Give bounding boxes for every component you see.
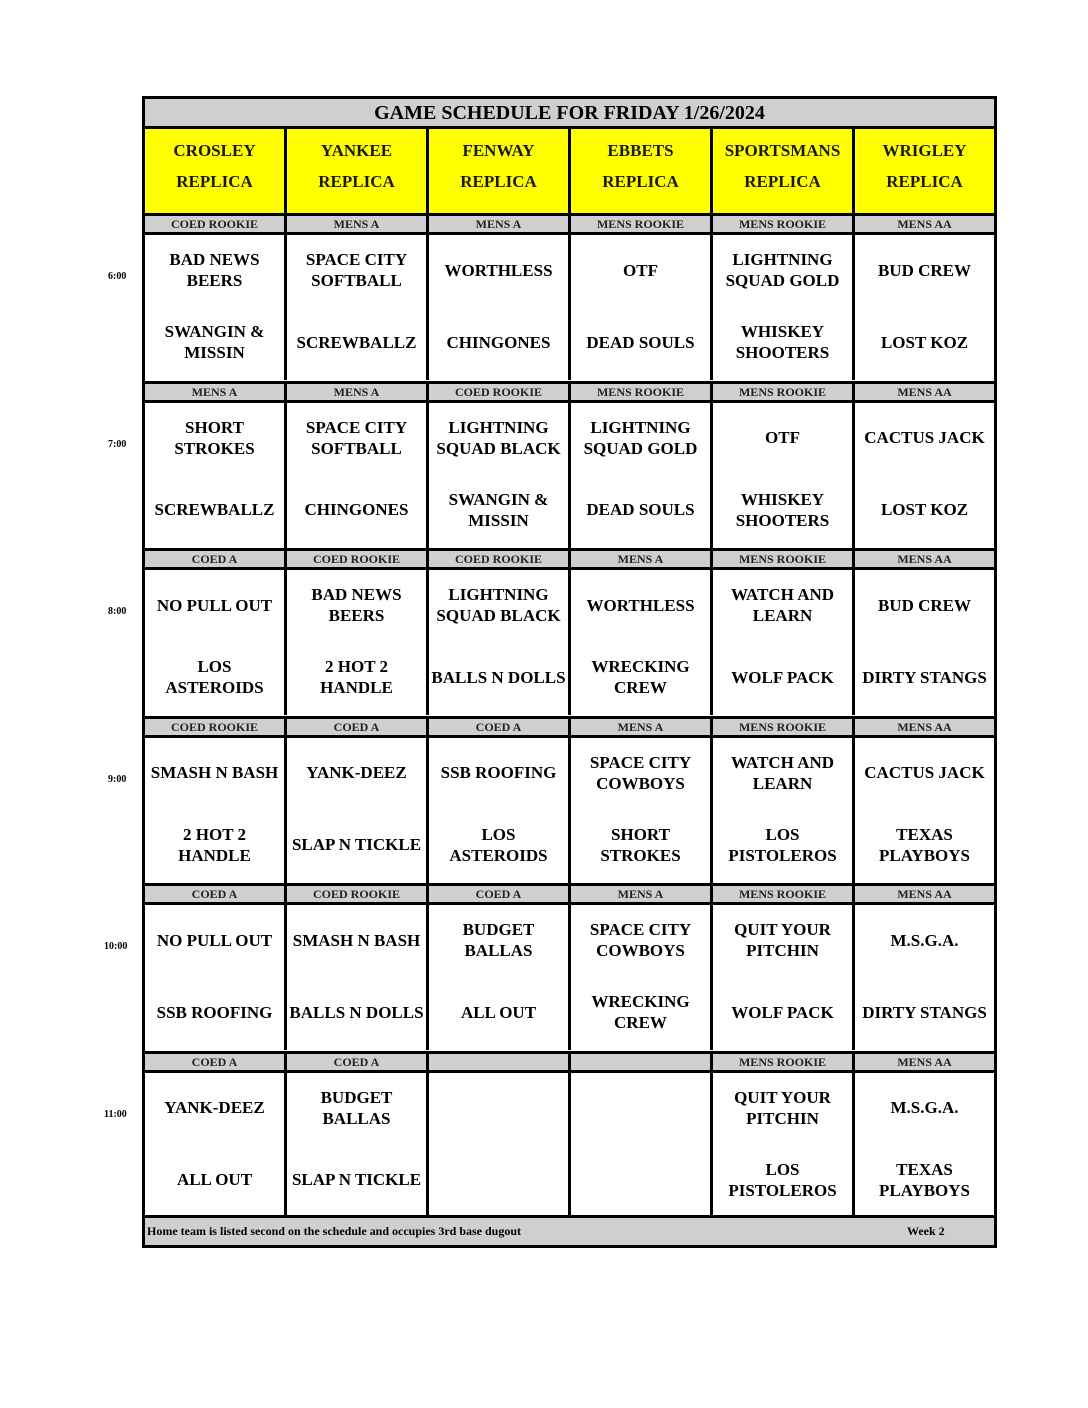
home-team: 2 HOT 2 HANDLE [320, 657, 393, 697]
game-cell [145, 738, 287, 883]
game-round [145, 213, 994, 380]
game-cell [713, 905, 855, 1050]
away-team: LIGHTNING SQUAD BLACK [436, 417, 561, 458]
division-label: MENS AA [897, 1054, 952, 1069]
field-name: FENWAY [462, 141, 535, 160]
division-label: COED ROOKIE [287, 886, 429, 902]
game-round [145, 716, 994, 883]
home-team: WRECKING CREW [591, 992, 690, 1032]
away-team: BUD CREW [877, 260, 972, 280]
away-team: QUIT YOUR PITCHIN [734, 920, 831, 960]
division-row [145, 1051, 994, 1073]
division-label: MENS ROOKIE [713, 551, 855, 567]
division-label: COED A [429, 719, 571, 735]
home-team: SCREWBALLZ [154, 500, 275, 519]
away-team: LIGHTNING SQUAD GOLD [725, 250, 840, 290]
division-label: MENS A [429, 216, 571, 232]
home-team [571, 1149, 710, 1211]
home-team: CHINGONES [446, 332, 551, 352]
away-team: BUDGET BALLAS [320, 1087, 393, 1128]
away-team: OTF [623, 260, 658, 280]
game-cell [287, 1073, 429, 1218]
home-team: WRECKING CREW [591, 657, 690, 697]
home-team: LOS ASTEROIDS [165, 657, 264, 697]
home-team-note: Home team is listed second on the schedule and occupies 3rd base dugout [147, 1224, 522, 1238]
game-round [145, 548, 994, 715]
game-cell [429, 738, 571, 883]
field-name: EBBETS [607, 141, 674, 160]
home-team: SWANGIN & MISSIN [164, 322, 265, 362]
field-name: WRIGLEY [882, 141, 967, 160]
game-cell [571, 570, 713, 715]
away-team: SPACE CITY COWBOYS [589, 920, 692, 960]
division-label [429, 1054, 571, 1070]
schedule-title: GAME SCHEDULE FOR FRIDAY 1/26/2024 [145, 99, 994, 129]
field-subtitle: REPLICA [744, 172, 821, 191]
game-cell [429, 905, 571, 1050]
division-label: MENS A [571, 719, 713, 735]
field-name: CROSLEY [173, 141, 256, 160]
division-label: MENS ROOKIE [713, 886, 855, 902]
away-team: SPACE CITY SOFTBALL [305, 417, 408, 458]
game-cell [287, 905, 429, 1050]
division-row [145, 883, 994, 905]
home-team: DEAD SOULS [586, 332, 695, 352]
away-team: WATCH AND LEARN [730, 752, 835, 793]
games-row [145, 403, 994, 548]
time-label: 7:00 [108, 438, 127, 450]
division-label: COED ROOKIE [429, 384, 571, 400]
division-label: COED A [145, 1054, 287, 1070]
home-team: SHORT STROKES [600, 824, 681, 865]
home-team: WOLF PACK [731, 1002, 834, 1022]
game-cell [429, 403, 571, 548]
away-team: CACTUS JACK [864, 763, 985, 782]
division-label: MENS ROOKIE [713, 719, 855, 735]
field-name: SPORTSMANS [724, 141, 841, 160]
home-team: SWANGIN & MISSIN [448, 489, 549, 530]
game-cell [571, 1073, 713, 1218]
game-cell [145, 235, 287, 380]
games-row [145, 738, 994, 883]
time-label: 8:00 [108, 606, 127, 617]
away-team: LIGHTNING SQUAD GOLD [583, 417, 698, 458]
game-cell [571, 905, 713, 1050]
schedule-footer [145, 1215, 994, 1245]
away-team: YANK-DEEZ [164, 1098, 265, 1117]
away-team: M.S.G.A. [890, 930, 959, 950]
field-subtitle: REPLICA [602, 172, 679, 191]
home-team: LOS PISTOLEROS [728, 1159, 837, 1200]
away-team: CACTUS JACK [864, 428, 985, 447]
division-label: COED A [287, 1054, 429, 1070]
away-team: YANK-DEEZ [306, 763, 407, 782]
game-cell [713, 1073, 855, 1218]
game-cell [145, 1073, 287, 1218]
home-team: WOLF PACK [731, 667, 834, 687]
division-label: MENS A [571, 551, 713, 567]
field-header [145, 129, 287, 213]
away-team: SPACE CITY COWBOYS [589, 752, 692, 793]
division-label: MENS ROOKIE [571, 384, 713, 400]
field-subtitle: REPLICA [318, 172, 395, 191]
division-label: MENS ROOKIE [713, 384, 855, 400]
division-label: COED A [145, 886, 287, 902]
home-team: ALL OUT [176, 1170, 253, 1189]
game-cell [855, 570, 994, 715]
game-cell [571, 403, 713, 548]
games-row [145, 570, 994, 715]
home-team: CHINGONES [304, 500, 409, 519]
division-label: COED ROOKIE [145, 216, 287, 232]
game-round [145, 381, 994, 548]
away-team: BAD NEWS BEERS [311, 585, 402, 625]
away-team [571, 1077, 710, 1139]
division-row [145, 548, 994, 570]
home-team: WHISKEY SHOOTERS [735, 322, 830, 362]
field-header [429, 129, 571, 213]
game-cell [145, 570, 287, 715]
division-label: COED A [429, 886, 571, 902]
game-cell [571, 738, 713, 883]
division-row [145, 716, 994, 738]
away-team: SSB ROOFING [440, 763, 557, 782]
away-team: SMASH N BASH [292, 930, 421, 950]
division-label: MENS AA [897, 552, 952, 566]
game-cell [145, 403, 287, 548]
away-team: SPACE CITY SOFTBALL [305, 250, 408, 290]
division-label: MENS AA [897, 217, 952, 231]
home-team: DIRTY STANGS [862, 667, 987, 687]
division-label: COED ROOKIE [145, 719, 287, 735]
home-team: DIRTY STANGS [862, 1002, 987, 1022]
division-label: COED ROOKIE [429, 551, 571, 567]
field-name: YANKEE [320, 141, 393, 160]
game-cell [429, 1073, 571, 1218]
field-subtitle: REPLICA [460, 172, 537, 191]
away-team: OTF [765, 428, 800, 447]
game-cell [855, 1073, 994, 1218]
field-header [287, 129, 429, 213]
away-team: BUDGET BALLAS [462, 920, 535, 960]
game-cell [855, 235, 994, 380]
game-cell [429, 235, 571, 380]
away-team: BUD CREW [877, 595, 972, 615]
games-row [145, 1073, 994, 1218]
home-team [429, 1149, 568, 1211]
game-cell [571, 235, 713, 380]
home-team: TEXAS PLAYBOYS [878, 824, 970, 865]
home-team: TEXAS PLAYBOYS [878, 1159, 970, 1200]
division-label: MENS A [145, 384, 287, 400]
away-team: SMASH N BASH [150, 763, 279, 782]
field-header [855, 129, 994, 213]
game-cell [287, 235, 429, 380]
home-team: BALLS N DOLLS [431, 667, 566, 687]
division-label: MENS ROOKIE [571, 216, 713, 232]
away-team: M.S.G.A. [890, 1098, 959, 1117]
home-team: SCREWBALLZ [296, 332, 417, 352]
away-team: WORTHLESS [586, 595, 695, 615]
home-team: LOS PISTOLEROS [728, 824, 837, 865]
game-round [145, 883, 994, 1050]
game-cell [287, 738, 429, 883]
games-row [145, 235, 994, 380]
division-label: MENS A [287, 384, 429, 400]
home-team: DEAD SOULS [586, 500, 695, 519]
division-label: MENS AA [897, 719, 952, 734]
home-team: SLAP N TICKLE [291, 835, 422, 854]
division-label: COED A [287, 719, 429, 735]
time-label: 6:00 [108, 271, 127, 282]
time-label: 10:00 [104, 941, 128, 952]
home-team: SLAP N TICKLE [291, 1170, 422, 1189]
game-cell [287, 403, 429, 548]
away-team: LIGHTNING SQUAD BLACK [436, 585, 561, 625]
schedule-sheet [142, 96, 997, 1248]
division-label: COED ROOKIE [287, 551, 429, 567]
games-row [145, 905, 994, 1050]
away-team: NO PULL OUT [156, 930, 273, 950]
division-row [145, 213, 994, 235]
time-label: 9:00 [108, 773, 127, 785]
away-team: SHORT STROKES [174, 417, 255, 458]
home-team: LOST KOZ [880, 332, 969, 352]
away-team: BAD NEWS BEERS [169, 250, 260, 290]
away-team [429, 1077, 568, 1139]
field-subtitle: REPLICA [886, 172, 963, 191]
away-team: WORTHLESS [444, 260, 553, 280]
division-label: MENS AA [897, 887, 952, 901]
home-team: LOST KOZ [880, 500, 969, 519]
field-header [571, 129, 713, 213]
field-subtitle: REPLICA [176, 172, 253, 191]
game-cell [145, 905, 287, 1050]
division-label: COED A [145, 551, 287, 567]
division-label: MENS A [287, 216, 429, 232]
home-team: 2 HOT 2 HANDLE [178, 824, 251, 865]
game-cell [429, 570, 571, 715]
division-label: MENS AA [897, 384, 952, 399]
division-label: MENS ROOKIE [713, 1054, 855, 1070]
field-header [713, 129, 855, 213]
division-label: MENS ROOKIE [713, 216, 855, 232]
home-team: WHISKEY SHOOTERS [735, 489, 830, 530]
home-team: SSB ROOFING [156, 1002, 273, 1022]
game-round [145, 1051, 994, 1218]
game-cell [713, 403, 855, 548]
game-cell [713, 235, 855, 380]
game-cell [713, 738, 855, 883]
away-team: QUIT YOUR PITCHIN [734, 1087, 831, 1128]
game-cell [855, 905, 994, 1050]
game-cell [287, 570, 429, 715]
division-label [571, 1054, 713, 1070]
away-team: NO PULL OUT [156, 595, 273, 615]
away-team: WATCH AND LEARN [730, 585, 835, 625]
division-label: MENS A [571, 886, 713, 902]
time-label: 11:00 [104, 1108, 127, 1120]
home-team: LOS ASTEROIDS [449, 824, 548, 865]
game-cell [855, 403, 994, 548]
game-cell [855, 738, 994, 883]
division-row [145, 381, 994, 403]
field-header-row [145, 129, 994, 213]
home-team: ALL OUT [460, 1002, 537, 1022]
game-cell [713, 570, 855, 715]
week-label: Week 2 [907, 1224, 945, 1238]
home-team: BALLS N DOLLS [289, 1002, 424, 1022]
